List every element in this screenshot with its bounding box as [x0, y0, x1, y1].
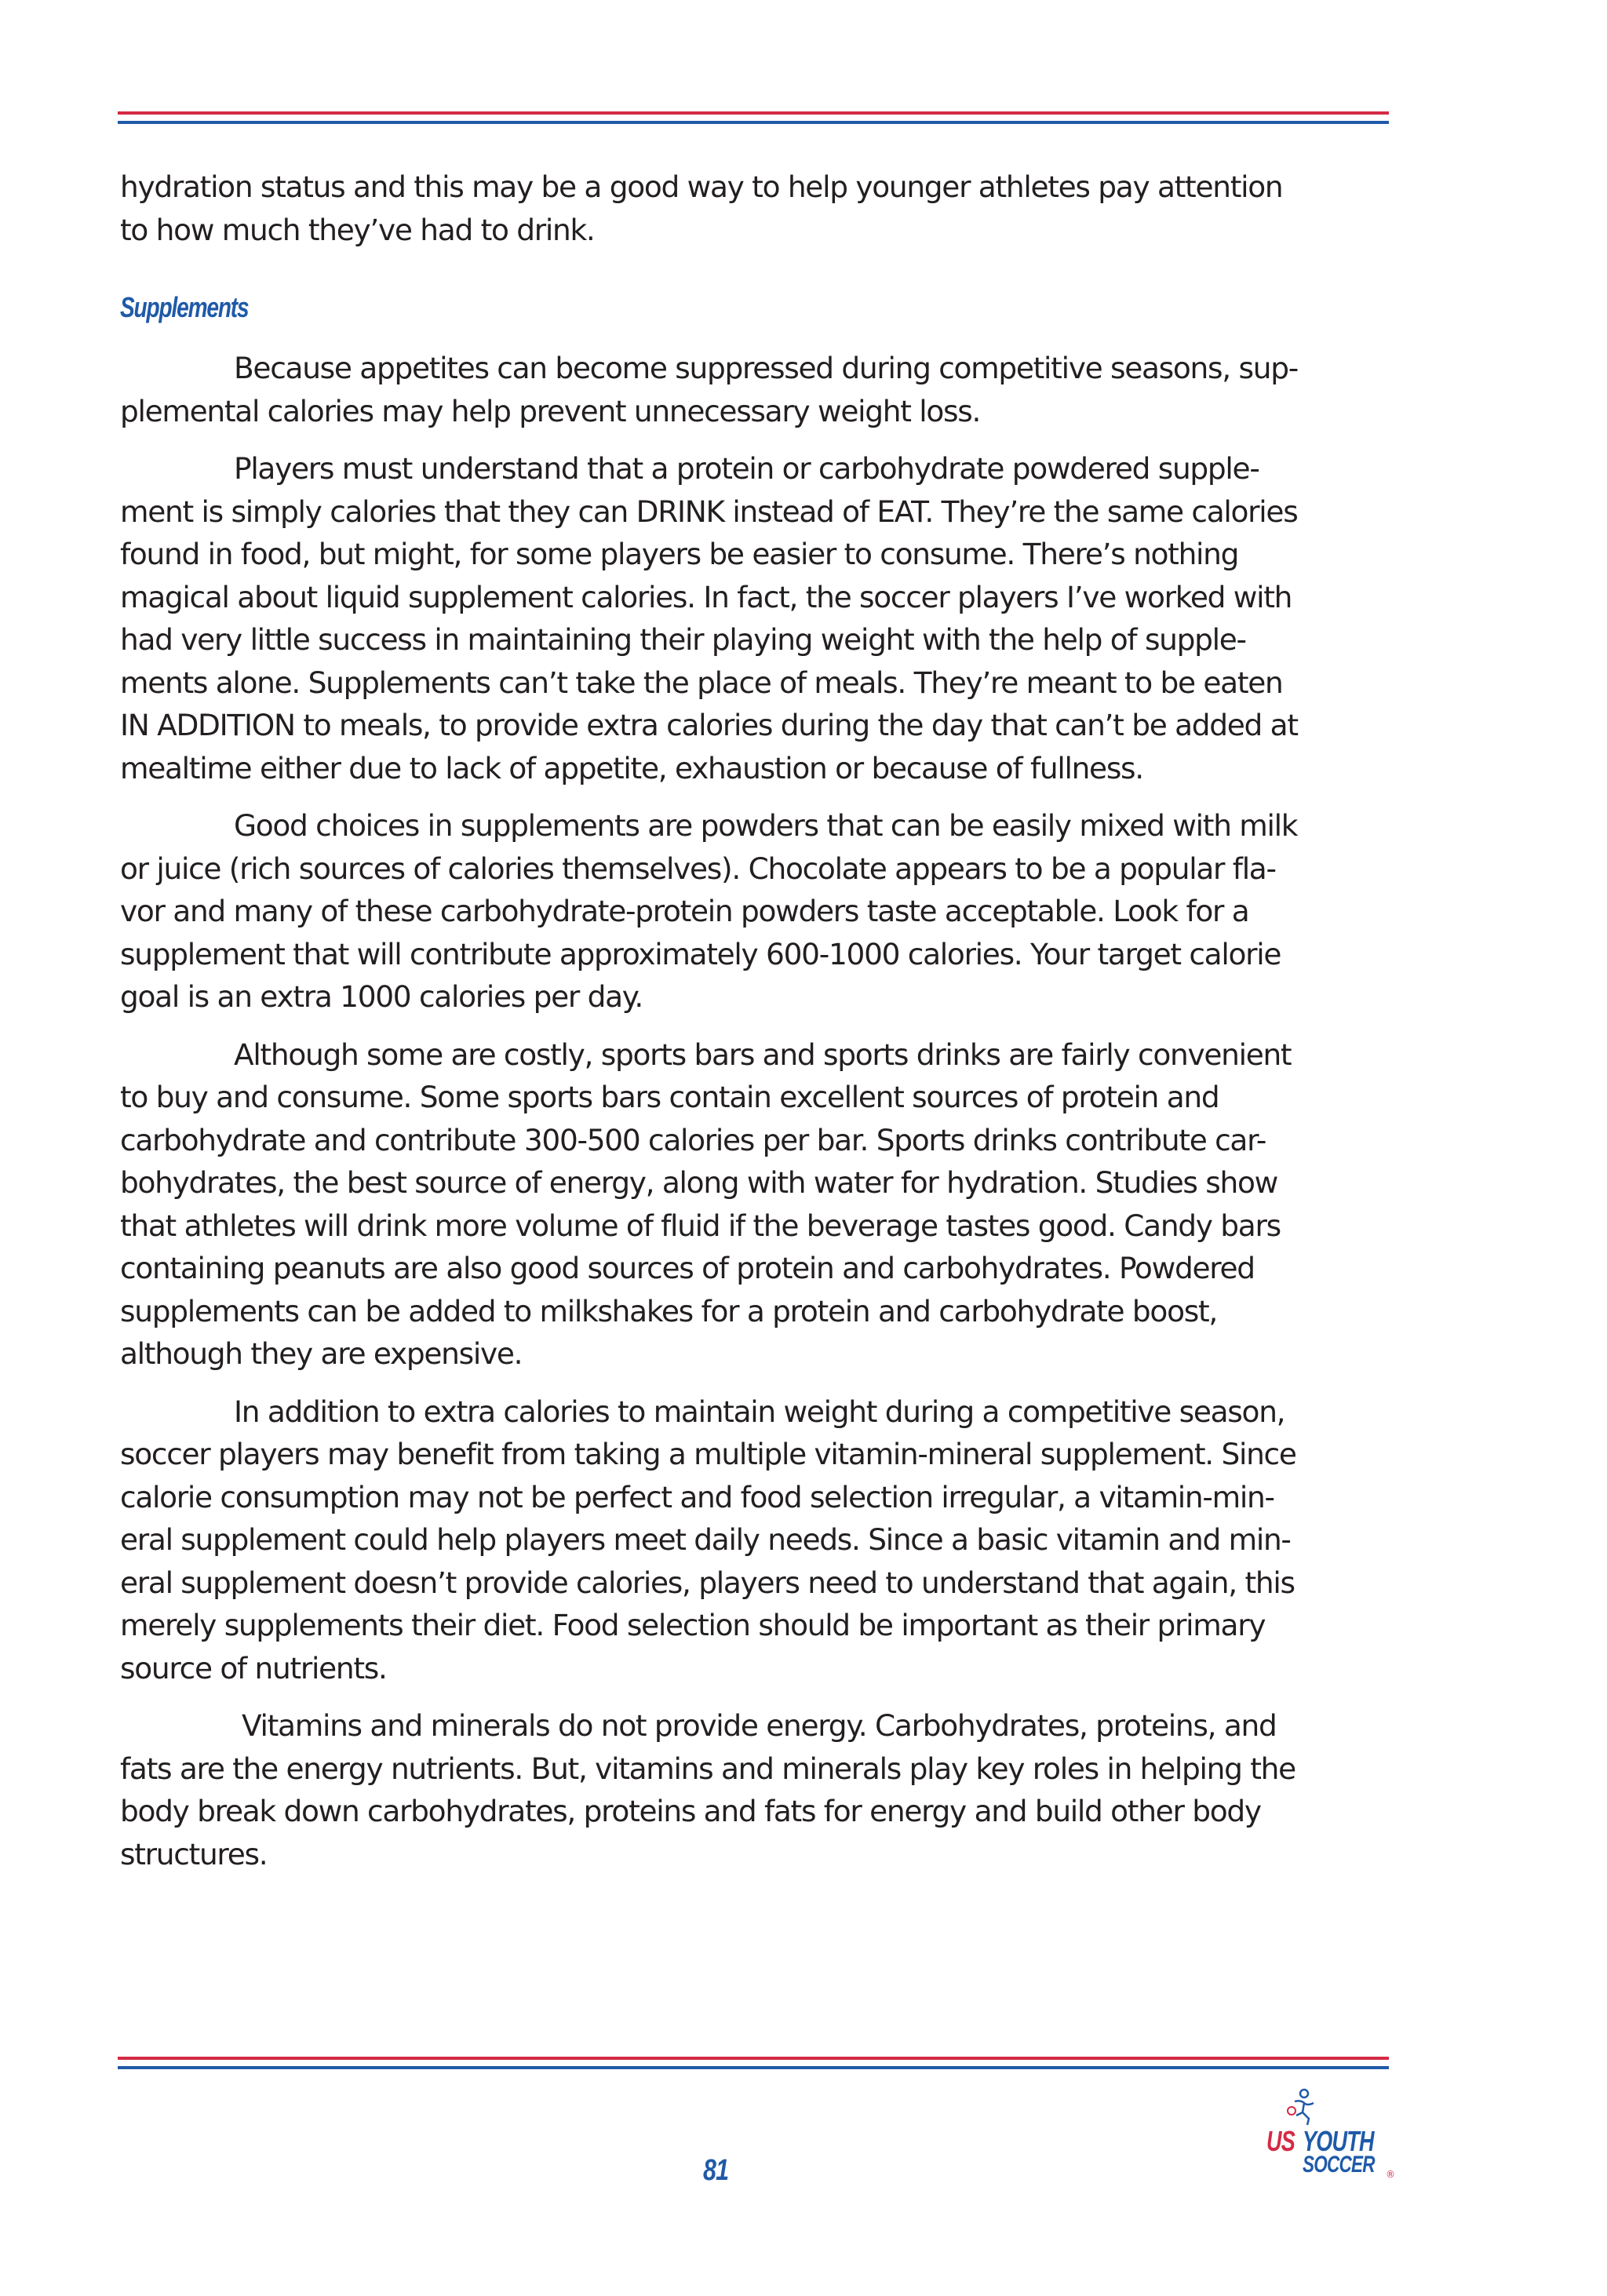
body-paragraph: Good choices in supplements are powders that can be easily mixed with milk or juice (rich sources of calories themselves). Chocolate appears to be a popular fla- vor and many of these carbohydrate-protein powders taste acceptable. Look for a supplement that will contribute approximately 600-1000 calories. Your target calorie goal is an extra 1000 calories per day.: [120, 808, 1298, 1014]
section-heading: Supplements: [120, 291, 249, 323]
body-paragraph: In addition to extra calories to maintain weight during a competitive season, soccer players may benefit from taking a multiple vitamin-mineral supplement. Since calorie consumption may not be perfect and food selection irregular, a vitamin-min- eral supplement could help players meet daily needs. Since a basic vitamin and min- eral supplement doesn’t provide calories, players need to understand that again, this merely supplements their diet. Food selection should be important as their primary source of nutrients.: [120, 1394, 1296, 1686]
logo-us-text: US: [1266, 2125, 1295, 2157]
page-number: 81: [703, 2154, 729, 2187]
bottom-rule-blue-line: [118, 2066, 1389, 2069]
top-rule-blue-line: [118, 121, 1389, 124]
body-paragraph: Because appetites can become suppressed during competitive seasons, sup- plemental calories may help prevent unnecessary weight loss.: [120, 351, 1298, 428]
player-figure-icon: [1277, 2087, 1325, 2128]
us-youth-soccer-logo: [1265, 2087, 1395, 2197]
logo-soccer-text: SOCCER: [1303, 2152, 1375, 2178]
body-paragraph: Vitamins and minerals do not provide energy. Carbohydrates, proteins, and fats are the energy nutrients. But, vitamins and minerals play key roles in helping the body break down carbohydrates, proteins and fats for energy and build other body structures.: [120, 1708, 1295, 1871]
intro-paragraph: hydration status and this may be a good way to help younger athletes pay attention to how much they’ve had to drink.: [120, 169, 1283, 247]
registered-mark: ®: [1386, 2169, 1395, 2180]
top-double-rule: [118, 111, 1389, 124]
body-paragraph: Although some are costly, sports bars and sports drinks are fairly convenient to buy and consume. Some sports bars contain excellent sources of protein and carbohydrate and contribute 300-500 calories per bar. Sports drinks contribute car- bohydrates, the best source of energy, along with water for hydration. Studies show that athletes will drink more volume of fluid if the beverage tastes good. Candy bars containing peanuts are also good sources of protein and carbohydrates. Powdered supplements can be added to milkshakes for a protein and carbohydrate boost, although they are expensive.: [120, 1037, 1292, 1371]
bottom-double-rule: [118, 2057, 1389, 2069]
page-body: [120, 166, 1387, 1875]
body-paragraph: Players must understand that a protein or carbohydrate powdered supple- ment is simply calories that they can DRINK instead of EAT. They’re the same calories found in food, but might, for some players be easier to consume. There’s nothing magical about liquid supplement calories. In fact, the soccer players I’ve worked with had very little success in maintaining their playing weight with the help of supple- ments alone. Supplements can’t take the place of meals. They’re meant to be eaten IN ADDITION to meals, to provide extra calories during the day that can’t be added at mealtime either due to lack of appetite, exhaustion or because of fullness.: [120, 451, 1298, 785]
logo-youth-text: YOUTH: [1303, 2125, 1374, 2157]
